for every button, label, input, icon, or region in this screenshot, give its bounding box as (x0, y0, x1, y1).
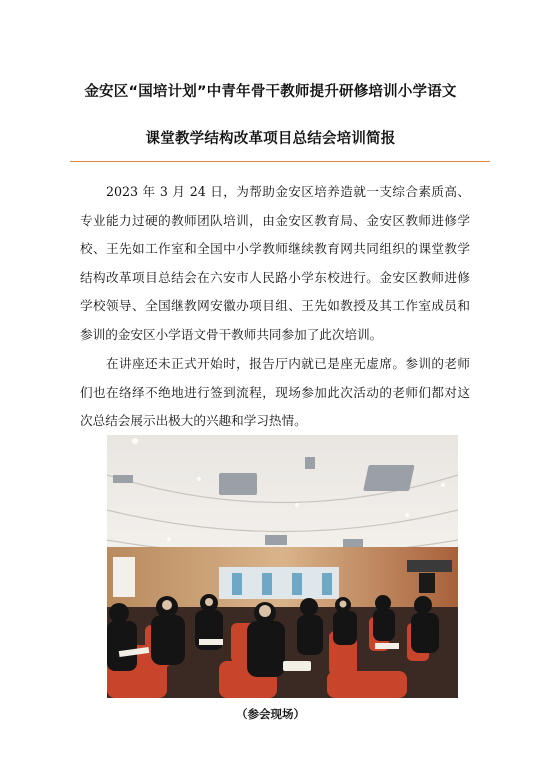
title-divider (70, 161, 490, 162)
meeting-photo (107, 435, 458, 698)
doc-title-line1: 金安区“国培计划”中青年骨干教师提升研修培训小学语文 (84, 84, 457, 100)
photo-caption: （参会现场） (236, 707, 305, 721)
body-paragraph-1: 2023 年 3 月 24 日，为帮助金安区培养造就一支综合素质高、专业能力过硬的教师团队培训，由金安区教育局、金安区教师进修学校、王先如工作室和全国中小学教师继续教育网共同组织的课堂教学结构改革项目总结会在六安市人民路小学东校进行。金安区教师进修学校领导、全国继教网安徽办项目组、王先如教授及其工作室成员和参训的金安区小学语文骨干教师共同参加了此次培训。 (80, 184, 470, 342)
body-paragraph-2: 在讲座还未正式开始时，报告厅内就已是座无虚席。参训的老师们也在络绎不绝地进行签到流程，现场参加此次活动的老师们都对这次总结会展示出极大的兴趣和学习热情。 (80, 356, 470, 429)
doc-title-line2: 课堂教学结构改革项目总结会培训简报 (145, 131, 396, 147)
